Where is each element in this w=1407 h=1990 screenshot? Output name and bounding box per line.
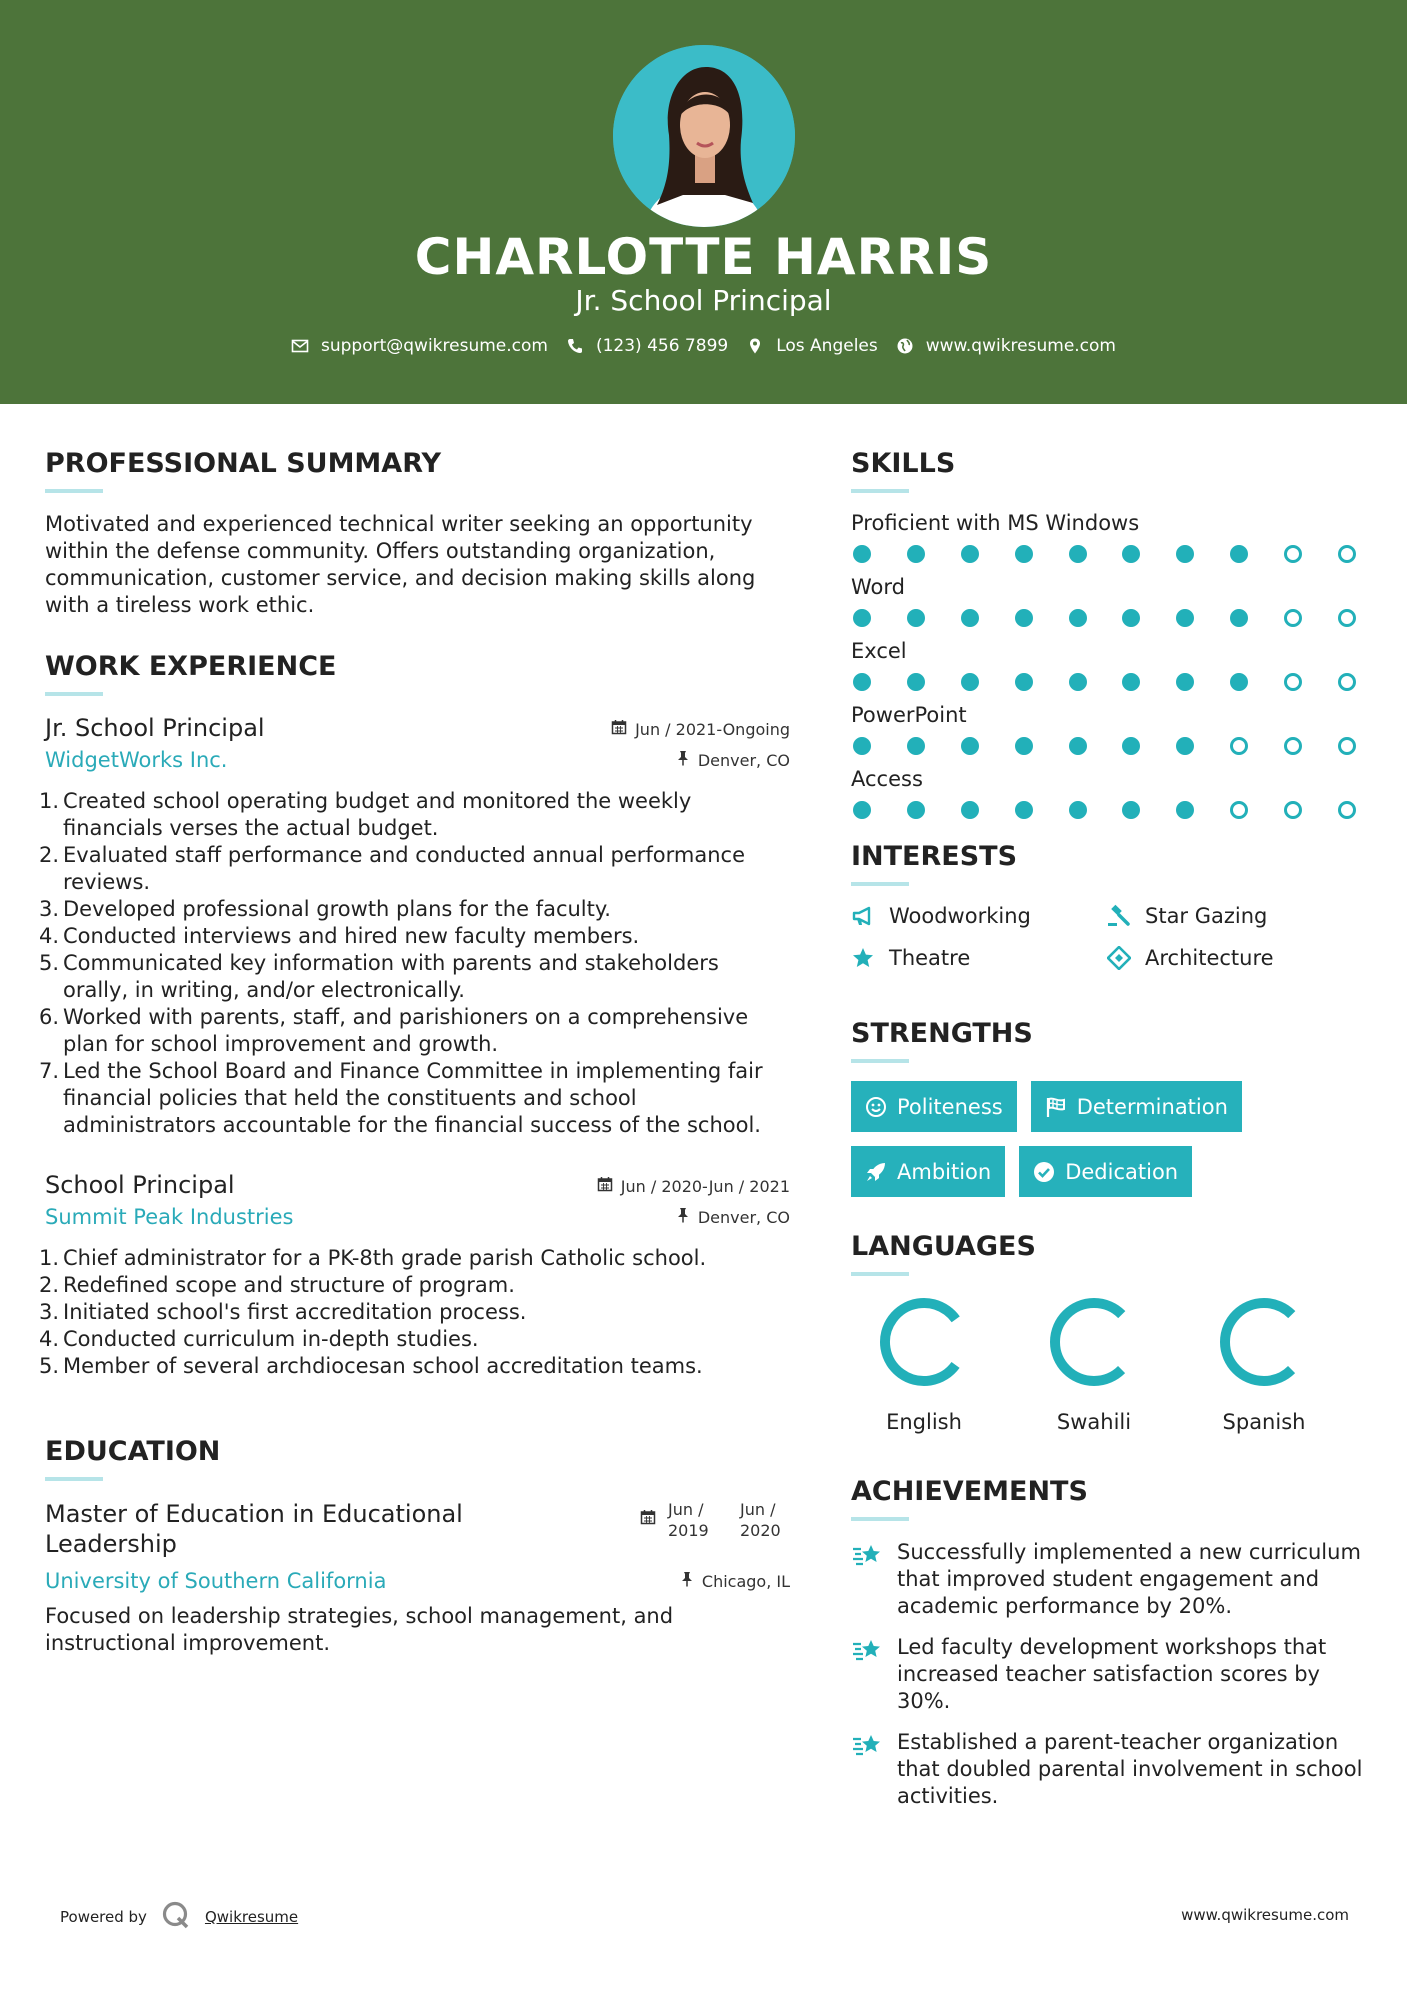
language-ring [1216, 1294, 1312, 1390]
skill-name: Proficient with MS Windows [851, 511, 1140, 535]
education-location-text: Chicago, IL [701, 1571, 790, 1591]
rating-dot-filled [1122, 737, 1140, 755]
job-location [676, 750, 790, 770]
skill-item [851, 703, 1371, 755]
shooting-star-icon [851, 1729, 883, 1761]
achievement-item: Led faculty development workshops that increased teacher satisfaction scores by 30%. [851, 1634, 1371, 1715]
section-divider [851, 489, 909, 493]
language-level-arc [1046, 1294, 1142, 1390]
right-column [851, 448, 1371, 1824]
skills-list [851, 511, 1371, 819]
strength-tag: Politeness [851, 1081, 1017, 1132]
skill-name: PowerPoint [851, 703, 967, 727]
rating-dot-filled [1176, 801, 1194, 819]
rating-dot-filled [1122, 545, 1140, 563]
section-title: SKILLS [851, 448, 956, 479]
skill-name: Excel [851, 639, 907, 663]
list-item: 4. Conducted interviews and hired new faculty members. [39, 924, 640, 948]
strength-tag: Dedication [1019, 1146, 1192, 1197]
rating-dot-empty [1284, 545, 1302, 563]
calendar-icon [640, 1509, 656, 1529]
rating-dot-filled [907, 801, 925, 819]
contact-location [746, 336, 878, 356]
duty-list [39, 788, 790, 1139]
list-item: 3. Developed professional growth plans for the faculty. [39, 897, 611, 921]
interest-item: Architecture [1107, 946, 1357, 970]
rating-dot-filled [1015, 801, 1033, 819]
rating-dot-filled [853, 545, 871, 563]
section-title: ACHIEVEMENTS [851, 1476, 1088, 1507]
rating-dot-empty [1284, 609, 1302, 627]
rating-dot-filled [961, 737, 979, 755]
section-title: INTERESTS [851, 841, 1018, 872]
footer-website[interactable]: www.qwikresume.com [1181, 1906, 1349, 1924]
rating-dot-filled [961, 609, 979, 627]
contact-website[interactable] [896, 336, 1116, 356]
rating-dot-empty [1284, 673, 1302, 691]
list-item: 4. Conducted curriculum in-depth studies. [39, 1327, 479, 1351]
rating-dot-filled [853, 737, 871, 755]
interest-item: Star Gazing [1107, 904, 1357, 928]
rating-dot-filled [1069, 545, 1087, 563]
start-date-month: Jun / [668, 1500, 704, 1519]
candidate-title: Jr. School Principal [575, 284, 832, 317]
job-location-text: Denver, CO [697, 1207, 790, 1227]
achievement-item: Successfully implemented a new curriculum that improved student engagement and academic performance by 20%. [851, 1539, 1371, 1620]
section-title: STRENGTHS [851, 1018, 1033, 1049]
skill-rating [851, 801, 1356, 819]
phone-text: (123) 456 7899 [595, 336, 729, 356]
education-location [680, 1571, 790, 1591]
qwikresume-logo-icon [161, 1900, 191, 1934]
job-location [676, 1207, 790, 1227]
list-item: 2. Evaluated staff performance and conducted annual performance reviews. [39, 843, 745, 894]
contact-email[interactable] [291, 336, 548, 356]
end-date-month: Jun / [740, 1500, 776, 1519]
list-item: 5. Member of several archdiocesan school accreditation teams. [39, 1354, 703, 1378]
strength-tag: Determination [1031, 1081, 1242, 1132]
pushpin-icon [676, 1207, 690, 1227]
profile-photo [613, 45, 795, 227]
rating-dot-empty [1338, 801, 1356, 819]
summary-text: Motivated and experienced technical writer seeking an opportunity within the defense community. Offers outstanding organization, communication, customer service, and decision making skills along with a tireless work ethic. [45, 512, 756, 617]
rating-dot-filled [853, 673, 871, 691]
list-item: 3. Initiated school's first accreditation process. [39, 1300, 527, 1324]
rating-dot-filled [1122, 673, 1140, 691]
contact-phone[interactable] [566, 336, 728, 356]
left-column [39, 448, 790, 1657]
list-item: 2. Redefined scope and structure of program. [39, 1273, 515, 1297]
rating-dot-filled [1176, 673, 1194, 691]
language-item [1199, 1294, 1329, 1434]
calendar-icon [597, 1176, 613, 1196]
language-level-arc [1216, 1294, 1312, 1390]
rating-dot-filled [907, 545, 925, 563]
job-location-text: Denver, CO [697, 750, 790, 770]
company-name: Summit Peak Industries [45, 1205, 294, 1229]
envelope-icon [291, 337, 309, 355]
phone-icon [566, 337, 584, 355]
resume-header [0, 0, 1407, 404]
rating-dot-filled [853, 609, 871, 627]
rating-dot-filled [1122, 801, 1140, 819]
contact-bar [0, 336, 1407, 356]
shooting-star-icon [851, 1539, 883, 1571]
list-item: 6. Worked with parents, staff, and parishioners on a comprehensive plan for school improvement and growth. [39, 1005, 749, 1056]
skill-item [851, 639, 1371, 691]
rating-dot-filled [853, 801, 871, 819]
shooting-star-icon [851, 1634, 883, 1666]
pushpin-icon [680, 1571, 694, 1591]
rating-dot-filled [961, 545, 979, 563]
school-name: University of Southern California [45, 1569, 387, 1593]
job-title: School Principal [45, 1171, 235, 1199]
education-text: Focused on leadership strategies, school management, and instructional improvement. [45, 1604, 674, 1655]
rocket-icon [865, 1161, 887, 1183]
education-section [45, 1436, 790, 1657]
rating-dot-filled [907, 673, 925, 691]
megaphone-icon [851, 904, 875, 928]
section-divider [851, 1272, 909, 1276]
achievement-item: Established a parent-teacher organization that doubled parental involvement in school activities. [851, 1729, 1371, 1810]
interests-section [851, 841, 1371, 970]
rating-dot-filled [1122, 609, 1140, 627]
rating-dot-empty [1284, 737, 1302, 755]
interests-list [851, 904, 1371, 970]
list-item: 5. Communicated key information with parents and stakeholders orally, in writing, and/or electronically. [39, 951, 719, 1002]
rating-dot-filled [907, 609, 925, 627]
check-circle-icon [1033, 1161, 1055, 1183]
section-title: LANGUAGES [851, 1231, 1036, 1262]
summary-section [45, 448, 790, 619]
job-entry [39, 714, 790, 1139]
rating-dot-filled [907, 737, 925, 755]
section-title: EDUCATION [45, 1436, 221, 1467]
email-text: support@qwikresume.com [321, 336, 548, 356]
job-dates [597, 1176, 790, 1196]
language-ring [876, 1294, 972, 1390]
section-divider [45, 692, 103, 696]
skill-name: Access [851, 767, 923, 791]
job-dates [611, 719, 790, 739]
rating-dot-filled [1069, 673, 1087, 691]
job-entry [39, 1171, 790, 1380]
strengths-section [851, 1018, 1371, 1197]
experience-section [39, 651, 790, 1380]
rating-dot-filled [1015, 673, 1033, 691]
list-item: 1. Created school operating budget and monitored the weekly financials verses the actual budget. [39, 789, 692, 840]
education-dates [640, 1499, 790, 1541]
language-ring [1046, 1294, 1142, 1390]
location-text: Los Angeles [776, 336, 878, 356]
strengths-list [851, 1081, 1291, 1197]
job-title: Jr. School Principal [45, 714, 265, 742]
rating-dot-empty [1230, 737, 1248, 755]
skill-item [851, 767, 1371, 819]
rating-dot-filled [961, 673, 979, 691]
section-divider [851, 1059, 909, 1063]
powered-by-text: Powered by [60, 1908, 147, 1926]
end-date-year: 2020 [740, 1521, 781, 1540]
rating-dot-filled [1176, 545, 1194, 563]
website-text: www.qwikresume.com [925, 336, 1116, 356]
company-name: WidgetWorks Inc. [45, 748, 228, 772]
rating-dot-filled [1069, 609, 1087, 627]
section-title: WORK EXPERIENCE [45, 651, 337, 682]
language-level-arc [876, 1294, 972, 1390]
star-icon [851, 946, 875, 970]
rating-dot-empty [1284, 801, 1302, 819]
globe-icon [896, 337, 914, 355]
list-item: 7. Led the School Board and Finance Committee in implementing fair financial policies that held the constituents and school administrators accountable for the financial success of the school. [39, 1059, 763, 1137]
languages-section [851, 1231, 1371, 1434]
calendar-icon [611, 719, 627, 739]
candidate-name: CHARLOTTE HARRIS [414, 228, 993, 286]
rating-dot-empty [1338, 609, 1356, 627]
rating-dot-empty [1338, 673, 1356, 691]
flag-icon [1045, 1096, 1067, 1118]
ticket-icon [1107, 946, 1131, 970]
interest-item: Theatre [851, 946, 1107, 970]
smile-icon [865, 1096, 887, 1118]
job-date-text: Jun / 2020-Jun / 2021 [620, 1176, 790, 1196]
rating-dot-filled [961, 801, 979, 819]
section-divider [45, 489, 103, 493]
rating-dot-filled [1230, 673, 1248, 691]
strength-tag: Ambition [851, 1146, 1005, 1197]
rating-dot-empty [1338, 545, 1356, 563]
rating-dot-empty [1338, 737, 1356, 755]
rating-dot-filled [1069, 737, 1087, 755]
degree-title: Master of Education in Educational Leadership [45, 1500, 463, 1558]
skill-item [851, 575, 1371, 627]
gavel-icon [1107, 904, 1131, 928]
section-divider [45, 1477, 103, 1481]
language-item [859, 1294, 989, 1434]
rating-dot-filled [1015, 609, 1033, 627]
brand-link[interactable]: Qwikresume [204, 1908, 299, 1926]
map-pin-icon [746, 337, 764, 355]
rating-dot-filled [1069, 801, 1087, 819]
skill-rating [851, 673, 1356, 691]
rating-dot-filled [1015, 545, 1033, 563]
language-name: English [886, 1410, 962, 1434]
interest-item: Woodworking [851, 904, 1107, 928]
section-divider [851, 1517, 909, 1521]
language-name: Swahili [1056, 1410, 1132, 1434]
list-item: 1. Chief administrator for a PK-8th grade parish Catholic school. [39, 1246, 707, 1270]
section-divider [851, 882, 909, 886]
skill-name: Word [851, 575, 905, 599]
rating-dot-filled [1230, 545, 1248, 563]
rating-dot-filled [1176, 609, 1194, 627]
rating-dot-empty [1230, 801, 1248, 819]
job-date-text: Jun / 2021-Ongoing [635, 719, 790, 739]
skill-rating [851, 609, 1356, 627]
languages-list [851, 1294, 1371, 1434]
language-item [1029, 1294, 1159, 1434]
achievements-section [851, 1476, 1371, 1810]
skill-rating [851, 545, 1356, 563]
pushpin-icon [676, 750, 690, 770]
skill-rating [851, 737, 1356, 755]
skills-section [851, 448, 1371, 819]
duty-list [39, 1245, 790, 1380]
language-name: Spanish [1222, 1410, 1306, 1434]
rating-dot-filled [1230, 609, 1248, 627]
section-title: PROFESSIONAL SUMMARY [45, 448, 442, 479]
rating-dot-filled [1176, 737, 1194, 755]
footer-powered-by [60, 1900, 298, 1934]
skill-item [851, 511, 1371, 563]
rating-dot-filled [1015, 737, 1033, 755]
start-date-year: 2019 [668, 1521, 709, 1540]
